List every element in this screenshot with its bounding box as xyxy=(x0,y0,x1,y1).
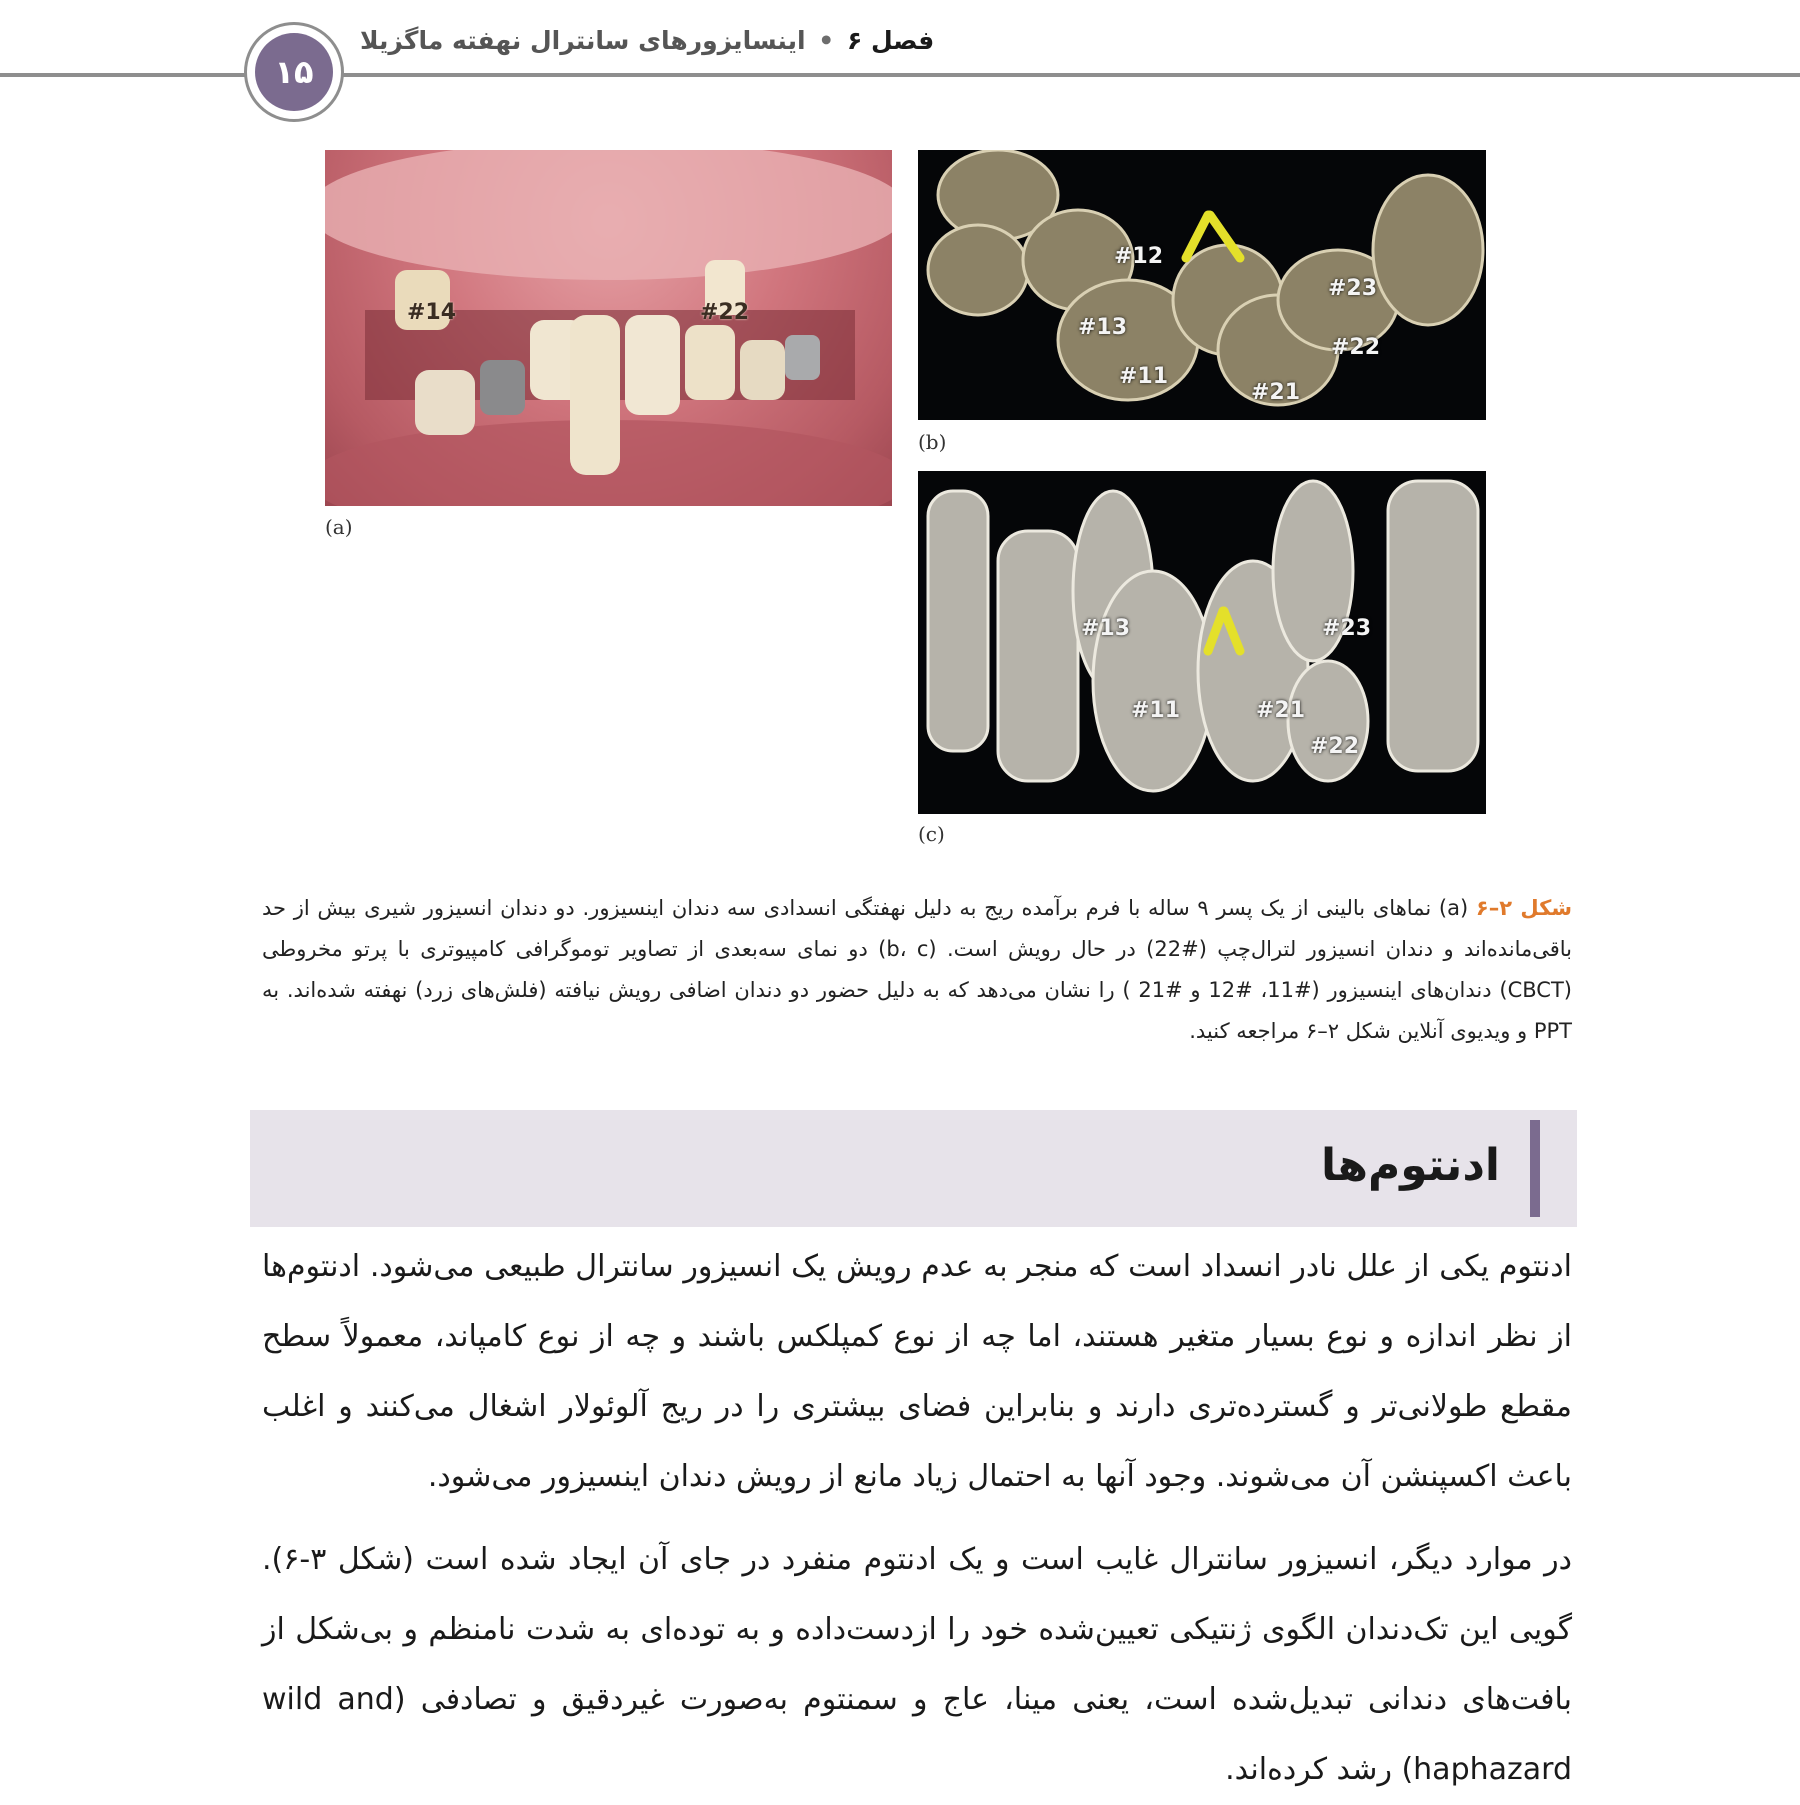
tooth-label: #23 xyxy=(1322,616,1372,641)
section-accent-bar xyxy=(1530,1120,1540,1217)
tooth-label: #22 xyxy=(700,300,750,325)
tooth-label: #21 xyxy=(1251,380,1301,405)
header-separator: • xyxy=(818,26,835,55)
section-title: ادنتوم‌ها xyxy=(1320,1140,1500,1191)
figure-caption xyxy=(262,888,1572,1052)
body-paragraph: در موارد دیگر، انسیزور سانترال غایب است و یک ادنتوم منفرد در جای آن ایجاد شده است (شکل ۳-۶). گویی این تک‌دندان الگوی ژنتیکی تعیین‌شده خود را ازدست‌داده و به توده‌ای به شدت نامنظم و بی‌شکل از بافت‌های دندانی تبدیل‌شده است، یعنی مینا، عاج و سمنتوم به‌صورت غیردقیق و تصادفی (wild and haphazard) رشد کرده‌اند. xyxy=(262,1542,1573,1787)
body-paragraph: ادنتوم یکی از علل نادر انسداد است که منجر به عدم رویش یک انسیزور سانترال طبیعی می‌شود. ادنتوم‌ها از نظر اندازه و نوع بسیار متغیر هستند، اما چه از نوع کمپلکس باشند و چه از نوع کامپاند، معمولاً سطح مقطع طولانی‌تر و گسترده‌تری دارند و بنابراین فضای بیشتری را در ریج آلوئولار اشغال می‌کنند و اغلب باعث اکسپنشن آن می‌شوند. وجود آنها به احتمال زیاد مانع از رویش دندان اینسیزور می‌شود. xyxy=(262,1249,1572,1494)
panel-letter-c: (c) xyxy=(918,822,945,846)
tooth-label: #13 xyxy=(1078,315,1128,340)
panel-letter-a: (a) xyxy=(325,515,353,539)
teeth-illustration xyxy=(325,150,892,506)
tooth-label: #22 xyxy=(1331,335,1381,360)
cbct-occlusal-render xyxy=(918,150,1486,420)
page-number: ۱۵ xyxy=(255,33,333,111)
tooth-label: #21 xyxy=(1256,698,1306,723)
tooth-label: #22 xyxy=(1310,734,1360,759)
tooth-label: #11 xyxy=(1131,698,1181,723)
cbct-photo-c xyxy=(918,471,1486,814)
tooth-label: #11 xyxy=(1119,364,1169,389)
tooth-label: #23 xyxy=(1328,276,1378,301)
panel-letter-b: (b) xyxy=(918,430,947,454)
tooth-label: #14 xyxy=(407,300,457,325)
chapter-title: اینسایزورهای سانترال نهفته ماگزیلا xyxy=(360,26,806,55)
clinical-photo-a xyxy=(325,150,892,506)
chapter-label: فصل ۶ xyxy=(846,26,935,55)
cbct-frontal-render xyxy=(918,471,1486,814)
cbct-photo-b xyxy=(918,150,1486,420)
figure-number: شکل ۲–۶ xyxy=(1475,896,1572,920)
running-header xyxy=(360,26,934,55)
page-number-badge xyxy=(244,22,344,122)
tooth-label: #12 xyxy=(1114,244,1164,269)
caption-text: (a) نماهای بالینی از یک پسر ۹ ساله با فرم برآمده ریج به دلیل نهفتگی انسدادی سه دندان اینسیزور. دو دندان انسیزور شیری بیش از حد باقی‌مانده‌اند و دندان انسیزور لترال‌چپ (#22) در حال رویش است. (b، c) دو نمای سه‌بعدی از تصاویر توموگرافی کامپیوتری با پرتو مخروطی (CBCT) دندان‌های اینسیزور (#11، #12 و #21 ) را نشان می‌دهد که به دلیل حضور دو دندان اضافی رویش نیافته (فلش‌های زرد) نهفته شده‌اند. به PPT و ویدیوی آنلاین شکل ۲–۶ مراجعه کنید. xyxy=(262,896,1572,1043)
tooth-label: #13 xyxy=(1081,616,1131,641)
